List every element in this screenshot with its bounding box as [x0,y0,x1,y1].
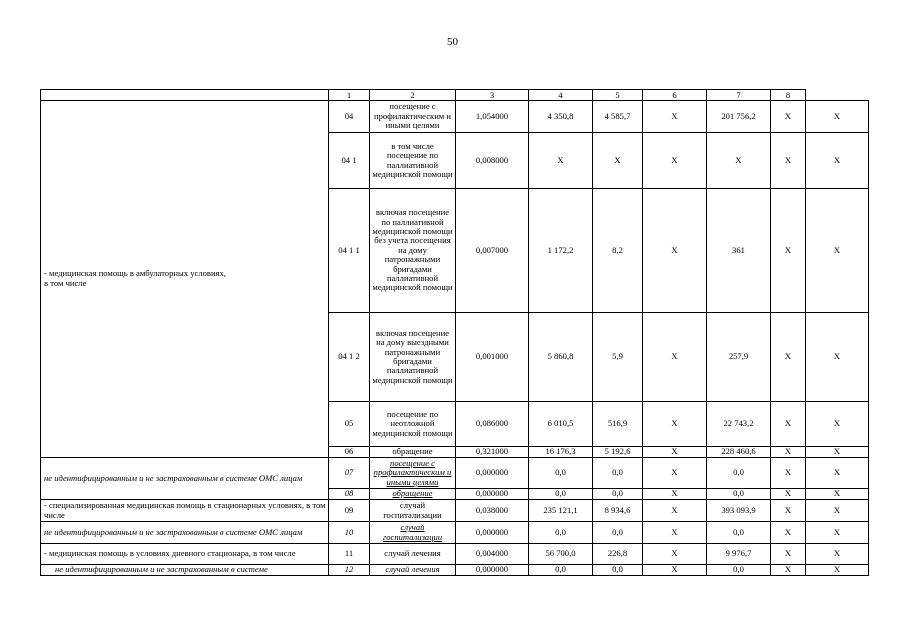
row-cell: Х [806,101,869,133]
row-cell: 0,0 [707,458,771,489]
group-label-ambulatory: - медицинская помощь в амбулаторных условиях, в том числе [41,101,329,458]
row-code: 04 1 [329,133,370,189]
row-unit: посещение по неотложной медицинской помощи [370,402,456,447]
row-cell: Х [771,101,806,133]
row-cell: Х [643,402,707,447]
row-cell: 0,0 [529,565,593,576]
table-row [41,500,869,522]
row-cell: 0,004000 [456,544,529,565]
row-cell: Х [643,544,707,565]
row-cell: 235 121,1 [529,500,593,522]
row-cell: Х [593,133,643,189]
row-cell: 16 176,3 [529,447,593,458]
row-cell: 9 976,7 [707,544,771,565]
row-cell: 56 700,0 [529,544,593,565]
row-cell: 8 934,6 [593,500,643,522]
row-cell: 0,0 [529,489,593,500]
row-cell: 0,0 [593,522,643,544]
row-cell: Х [643,458,707,489]
row-cell: Х [643,189,707,313]
row-cell: 201 756,2 [707,101,771,133]
row-cell: 0,321000 [456,447,529,458]
row-unit: посещение с профилактическим и иными целями [370,101,456,133]
row-cell: Х [806,544,869,565]
row-code: 10 [329,522,370,544]
header-cell: 1 [329,90,370,101]
header-cell: 4 [529,90,593,101]
row-cell: Х [771,133,806,189]
row-cell: 228 460,6 [707,447,771,458]
row-code: 08 [329,489,370,500]
row-cell: Х [771,522,806,544]
row-cell: 0,0 [707,489,771,500]
row-cell: 4 585,7 [593,101,643,133]
header-cell: 7 [707,90,771,101]
row-code: 11 [329,544,370,565]
row-cell: 361 [707,189,771,313]
table-row [41,522,869,544]
header-cell: 6 [643,90,707,101]
row-cell: 0,0 [529,522,593,544]
row-cell: 1 172,2 [529,189,593,313]
row-code: 09 [329,500,370,522]
row-cell: Х [771,565,806,576]
row-cell: 5 860,8 [529,313,593,402]
row-code: 04 1 1 [329,189,370,313]
row-cell: 0,086000 [456,402,529,447]
row-unit: случай госпитализации [370,522,456,544]
row-code: 04 [329,101,370,133]
row-unit: в том числе посещение по паллиативной медицинской помощи [370,133,456,189]
not-identified-label: не идентифицированным и не застрахованным в системе ОМС лицам [41,522,329,544]
row-code: 04 1 2 [329,313,370,402]
row-cell: Х [806,565,869,576]
row-code: 07 [329,458,370,489]
row-unit: случай госпитализации [370,500,456,522]
header-cell: 8 [771,90,806,101]
header-row [41,90,869,101]
row-cell: 5,9 [593,313,643,402]
row-cell: Х [806,133,869,189]
row-cell: 257,9 [707,313,771,402]
row-cell: 1,054000 [456,101,529,133]
row-cell: 0,0 [593,565,643,576]
table-row [41,101,869,133]
row-cell: Х [806,522,869,544]
table-row [41,565,869,576]
header-cell: 5 [593,90,643,101]
day-hospital-label: - медицинская помощь в условиях дневного стационара, в том числе [41,544,329,565]
row-code: 12 [329,565,370,576]
row-cell: 0,0 [707,565,771,576]
row-cell: 0,000000 [456,489,529,500]
header-cell: 3 [456,90,529,101]
header-cell: 2 [370,90,456,101]
row-cell: Х [771,402,806,447]
row-cell: Х [643,489,707,500]
not-identified-label: не идентифицированным и не застрахованным в системе ОМС лицам [41,458,329,500]
row-cell: Х [806,500,869,522]
row-cell: Х [529,133,593,189]
row-cell: 0,007000 [456,189,529,313]
row-cell: 0,0 [707,522,771,544]
row-unit: посещение с профилактическим и иными целями [370,458,456,489]
row-cell: Х [771,313,806,402]
row-cell: Х [806,458,869,489]
data-table [40,89,869,576]
row-cell: 0,0 [593,489,643,500]
table-row [41,544,869,565]
row-cell: 6 010,5 [529,402,593,447]
header-cell [41,90,329,101]
row-unit: обращение [370,489,456,500]
row-cell: 516,9 [593,402,643,447]
row-cell: Х [771,458,806,489]
row-code: 05 [329,402,370,447]
page-number: 50 [447,36,458,48]
row-cell: 0,000000 [456,458,529,489]
row-cell: 0,000000 [456,522,529,544]
row-unit: включая посещение на дому выездными патронажными бригадами паллиативной медицинской помощи [370,313,456,402]
row-cell: 0,008000 [456,133,529,189]
row-cell: Х [643,565,707,576]
row-cell: 393 093,9 [707,500,771,522]
row-cell: Х [771,500,806,522]
row-cell: Х [806,447,869,458]
row-cell: 0,0 [529,458,593,489]
row-cell: Х [707,133,771,189]
row-cell: 22 743,2 [707,402,771,447]
row-code: 06 [329,447,370,458]
row-cell: 5 192,6 [593,447,643,458]
row-cell: Х [771,489,806,500]
row-cell: Х [643,133,707,189]
row-cell: Х [643,101,707,133]
row-cell: 0,038000 [456,500,529,522]
row-cell: 0,001000 [456,313,529,402]
row-cell: Х [643,313,707,402]
row-cell: 8,2 [593,189,643,313]
row-cell: 226,8 [593,544,643,565]
not-identified-label: не идентифицированным и не застрахованным в системе [41,565,329,576]
row-cell: Х [643,522,707,544]
specialized-care-label: - специализированная медицинская помощь в стационарных условиях, в том числе [41,500,329,522]
row-cell: Х [806,402,869,447]
row-cell: Х [806,489,869,500]
row-cell: Х [771,189,806,313]
row-cell: Х [806,313,869,402]
row-unit: включая посещение по паллиативной медицинской помощи без учета посещения на дому патронажными бригадами паллиативной медицинской помощи [370,189,456,313]
row-cell: 0,0 [593,458,643,489]
row-cell: Х [806,189,869,313]
row-cell: Х [643,447,707,458]
row-unit: случай лечения [370,565,456,576]
row-cell: Х [771,544,806,565]
row-cell: 4 350,8 [529,101,593,133]
row-cell: Х [771,447,806,458]
row-cell: Х [643,500,707,522]
row-unit: случай лечения [370,544,456,565]
table-row [41,458,869,489]
row-unit: обращение [370,447,456,458]
row-cell: 0,000000 [456,565,529,576]
